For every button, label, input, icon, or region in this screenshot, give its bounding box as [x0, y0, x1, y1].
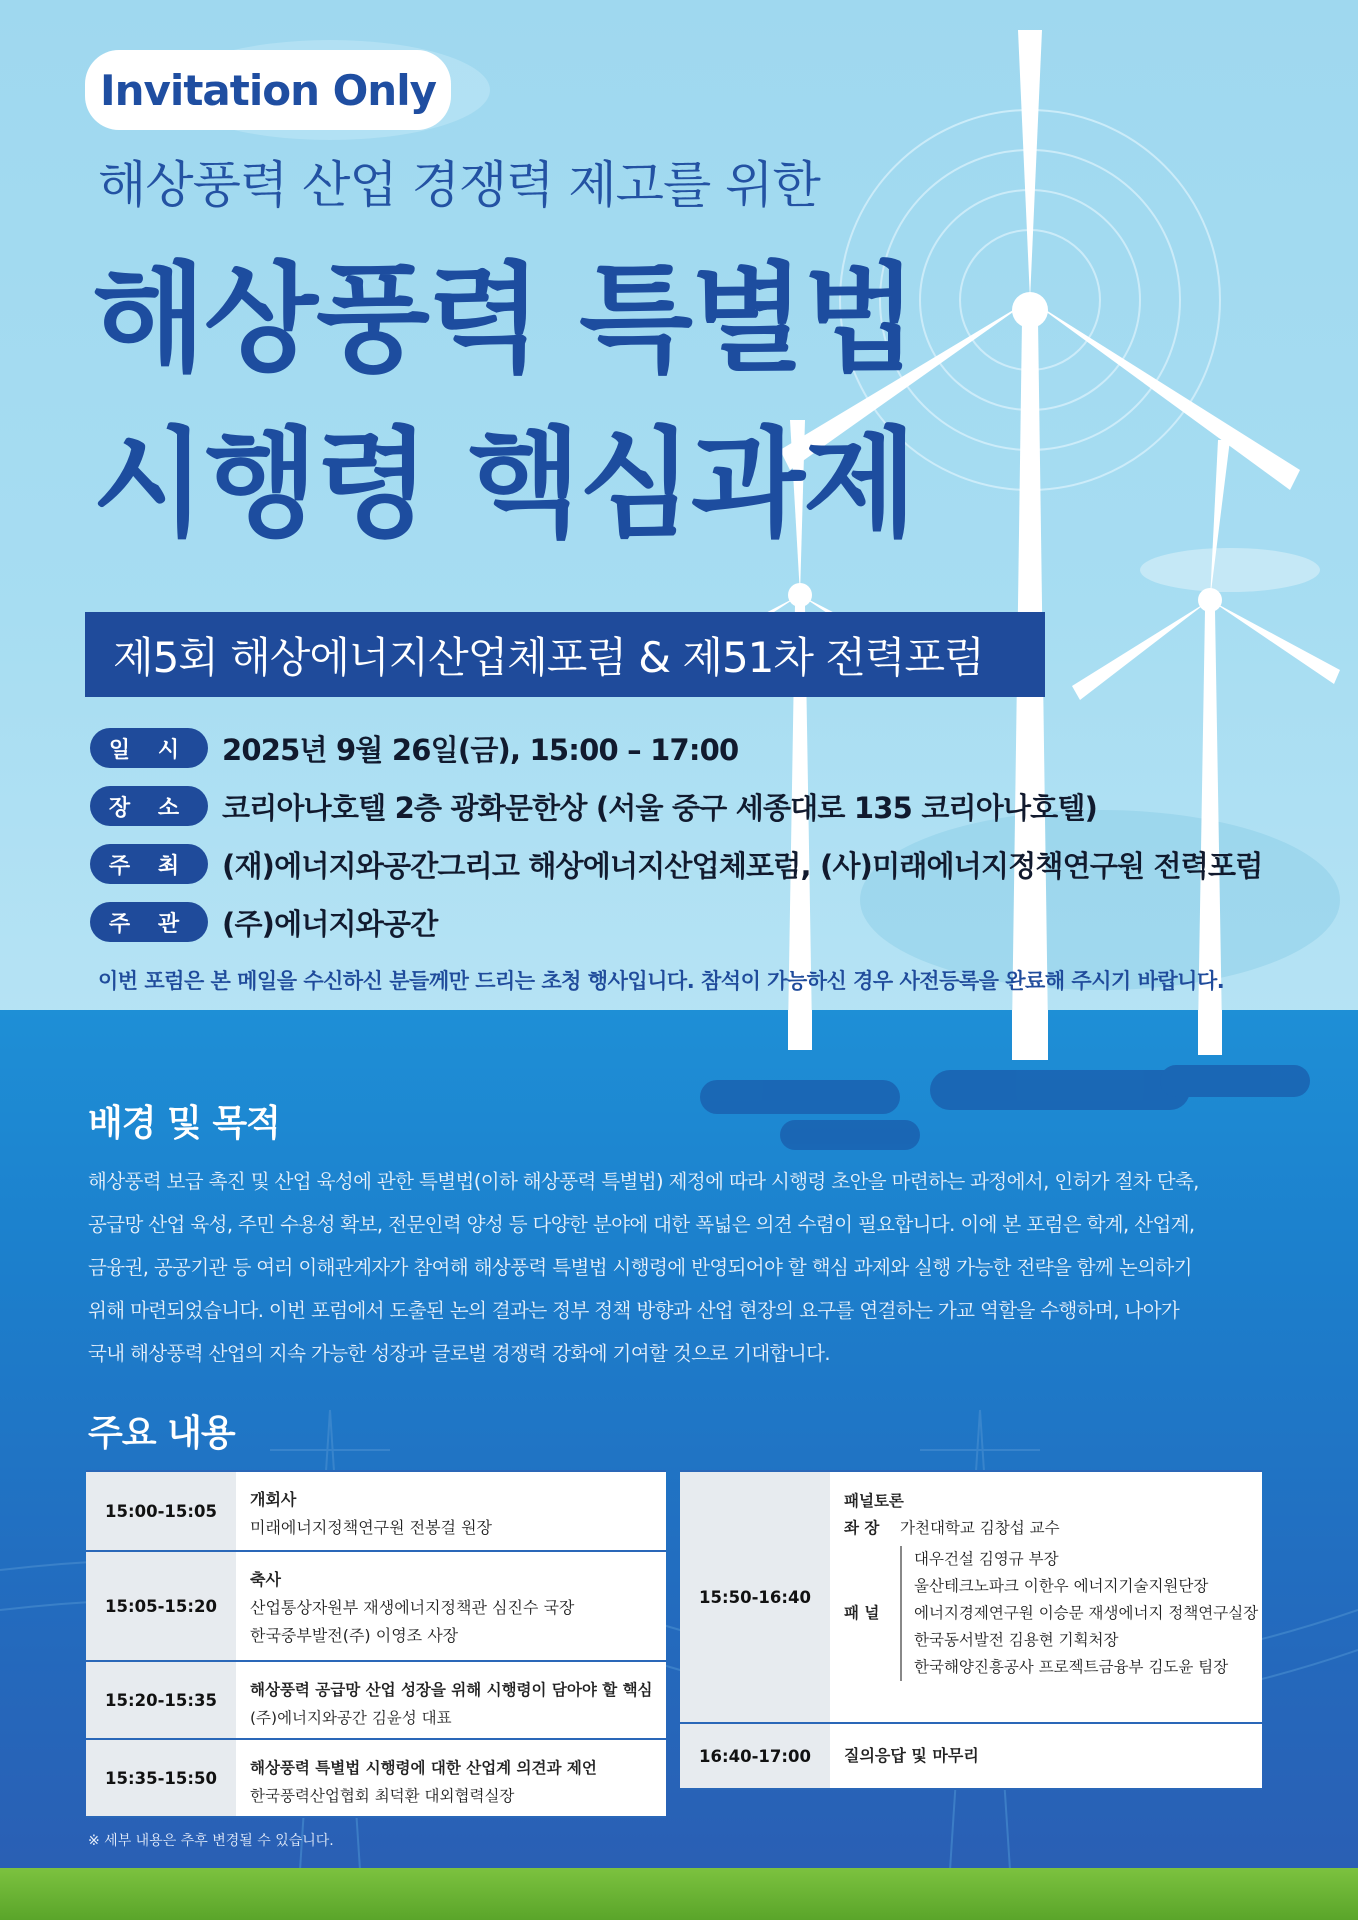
program-time: 15:50-16:40 — [680, 1472, 830, 1722]
program-time: 15:35-15:50 — [86, 1740, 236, 1816]
program-body — [236, 1662, 666, 1738]
program-body — [236, 1552, 666, 1660]
info-label: 장 소 — [90, 786, 208, 826]
event-title-line1: 해상풍력 특별법 — [92, 250, 915, 388]
program-time: 16:40-17:00 — [680, 1724, 830, 1788]
invitation-badge: Invitation Only — [85, 50, 451, 130]
chair-role: 좌 장 — [844, 1519, 880, 1537]
info-label: 일 시 — [90, 728, 208, 768]
program-table-right — [680, 1472, 1262, 1790]
program-body — [830, 1724, 1262, 1788]
program-speaker: 한국풍력산업협회 최덕환 대외협력실장 — [250, 1787, 515, 1805]
program-row — [86, 1472, 666, 1552]
program-time: 15:20-15:35 — [86, 1662, 236, 1738]
info-value: (주)에너지와공간 — [222, 906, 438, 941]
program-row — [86, 1552, 666, 1662]
program-time: 15:05-15:20 — [86, 1552, 236, 1660]
panelist: 한국동서발전 김용현 기획처장 — [914, 1631, 1119, 1649]
panelist: 에너지경제연구원 이승문 재생에너지 정책연구실장 — [914, 1604, 1259, 1622]
program-item-title: 개회사 — [250, 1490, 297, 1509]
info-value: 2025년 9월 26일(금), 15:00 – 17:00 — [222, 732, 739, 767]
info-row-organizer — [90, 900, 437, 944]
program-section-title: 주요 내용 — [88, 1413, 235, 1454]
panelist-list — [900, 1546, 1262, 1681]
program-row — [86, 1662, 666, 1740]
panel-members — [844, 1546, 1262, 1681]
program-table-left — [86, 1472, 666, 1818]
forum-name-banner — [85, 612, 1045, 697]
chair-name: 가천대학교 김창섭 교수 — [900, 1519, 1060, 1537]
background-line: 공급망 산업 육성, 주민 수용성 확보, 전문인력 양성 등 다양한 분야에 대한 폭넓은 의견 수렴이 필요합니다. 이에 본 포럼은 학계, 산업계, — [88, 1213, 1195, 1236]
event-subtitle: 해상풍력 산업 경쟁력 제고를 위한 — [98, 156, 820, 214]
panel-chair — [844, 1515, 1262, 1542]
program-row — [86, 1740, 666, 1818]
event-title-line2: 시행령 핵심과제 — [92, 415, 915, 553]
program-speaker: (주)에너지와공간 김윤성 대표 — [250, 1709, 452, 1727]
panel-role: 패 널 — [844, 1604, 880, 1622]
info-label: 주 관 — [90, 902, 208, 942]
grass-strip — [0, 1868, 1358, 1920]
program-item-title: 해상풍력 공급망 산업 성장을 위해 시행령이 담아야 할 핵심 — [250, 1681, 653, 1699]
program-body — [236, 1740, 666, 1816]
program-speaker: 한국중부발전(주) 이영조 사장 — [250, 1626, 459, 1645]
background-text — [88, 1160, 1278, 1375]
background-line: 국내 해상풍력 산업의 지속 가능한 성장과 글로벌 경쟁력 강화에 기여할 것으로 기대합니다. — [88, 1342, 830, 1365]
info-row-host — [90, 842, 1262, 886]
panelist: 대우건설 김영규 부장 — [914, 1550, 1059, 1568]
info-value: 코리아나호텔 2층 광화문한상 (서울 중구 세종대로 135 코리아나호텔) — [222, 790, 1098, 825]
info-label: 주 최 — [90, 844, 208, 884]
program-body — [236, 1472, 666, 1550]
info-row-venue — [90, 784, 1097, 828]
program-speaker: 산업통상자원부 재생에너지정책관 심진수 국장 — [250, 1598, 575, 1617]
forum-name: 제5회 해상에너지산업체포럼 & 제51차 전력포럼 — [113, 632, 984, 682]
panelist: 한국해양진흥공사 프로젝트금융부 김도윤 팀장 — [914, 1658, 1229, 1676]
program-time: 15:00-15:05 — [86, 1472, 236, 1550]
program-item-title: 해상풍력 특별법 시행령에 대한 산업계 의견과 제언 — [250, 1759, 597, 1777]
info-value: (재)에너지와공간그리고 해상에너지산업체포럼, (사)미래에너지정책연구원 전력포럼 — [222, 848, 1263, 883]
program-item-title: 질의응답 및 마무리 — [844, 1746, 979, 1765]
panel-row — [680, 1472, 1262, 1724]
footnote: ※ 세부 내용은 추후 변경될 수 있습니다. — [88, 1833, 334, 1849]
background-section-title: 배경 및 목적 — [88, 1103, 280, 1144]
info-row-date — [90, 726, 738, 770]
panel-body — [830, 1472, 1262, 1722]
program-item-title: 축사 — [250, 1570, 281, 1589]
invitation-notice: 이번 포럼은 본 메일을 수신하신 분들께만 드리는 초청 행사입니다. 참석이 가능하신 경우 사전등록을 완료해 주시기 바랍니다. — [98, 969, 1225, 993]
background-line: 위해 마련되었습니다. 이번 포럼에서 도출된 논의 결과는 정부 정책 방향과 산업 현장의 요구를 연결하는 가교 역할을 수행하며, 나아가 — [88, 1299, 1180, 1322]
panelist: 울산테크노파크 이한우 에너지기술지원단장 — [914, 1577, 1209, 1595]
program-row — [680, 1724, 1262, 1790]
background-line: 해상풍력 보급 촉진 및 산업 육성에 관한 특별법(이하 해상풍력 특별법) 제정에 따라 시행령 초안을 마련하는 과정에서, 인허가 절차 단축, — [88, 1170, 1199, 1193]
background-line: 금융권, 공공기관 등 여러 이해관계자가 참여해 해상풍력 특별법 시행령에 반영되어야 할 핵심 과제와 실행 가능한 전략을 함께 논의하기 — [88, 1256, 1192, 1279]
program-speaker: 미래에너지정책연구원 전봉걸 원장 — [250, 1518, 493, 1537]
panel-title: 패널토론 — [844, 1492, 904, 1510]
